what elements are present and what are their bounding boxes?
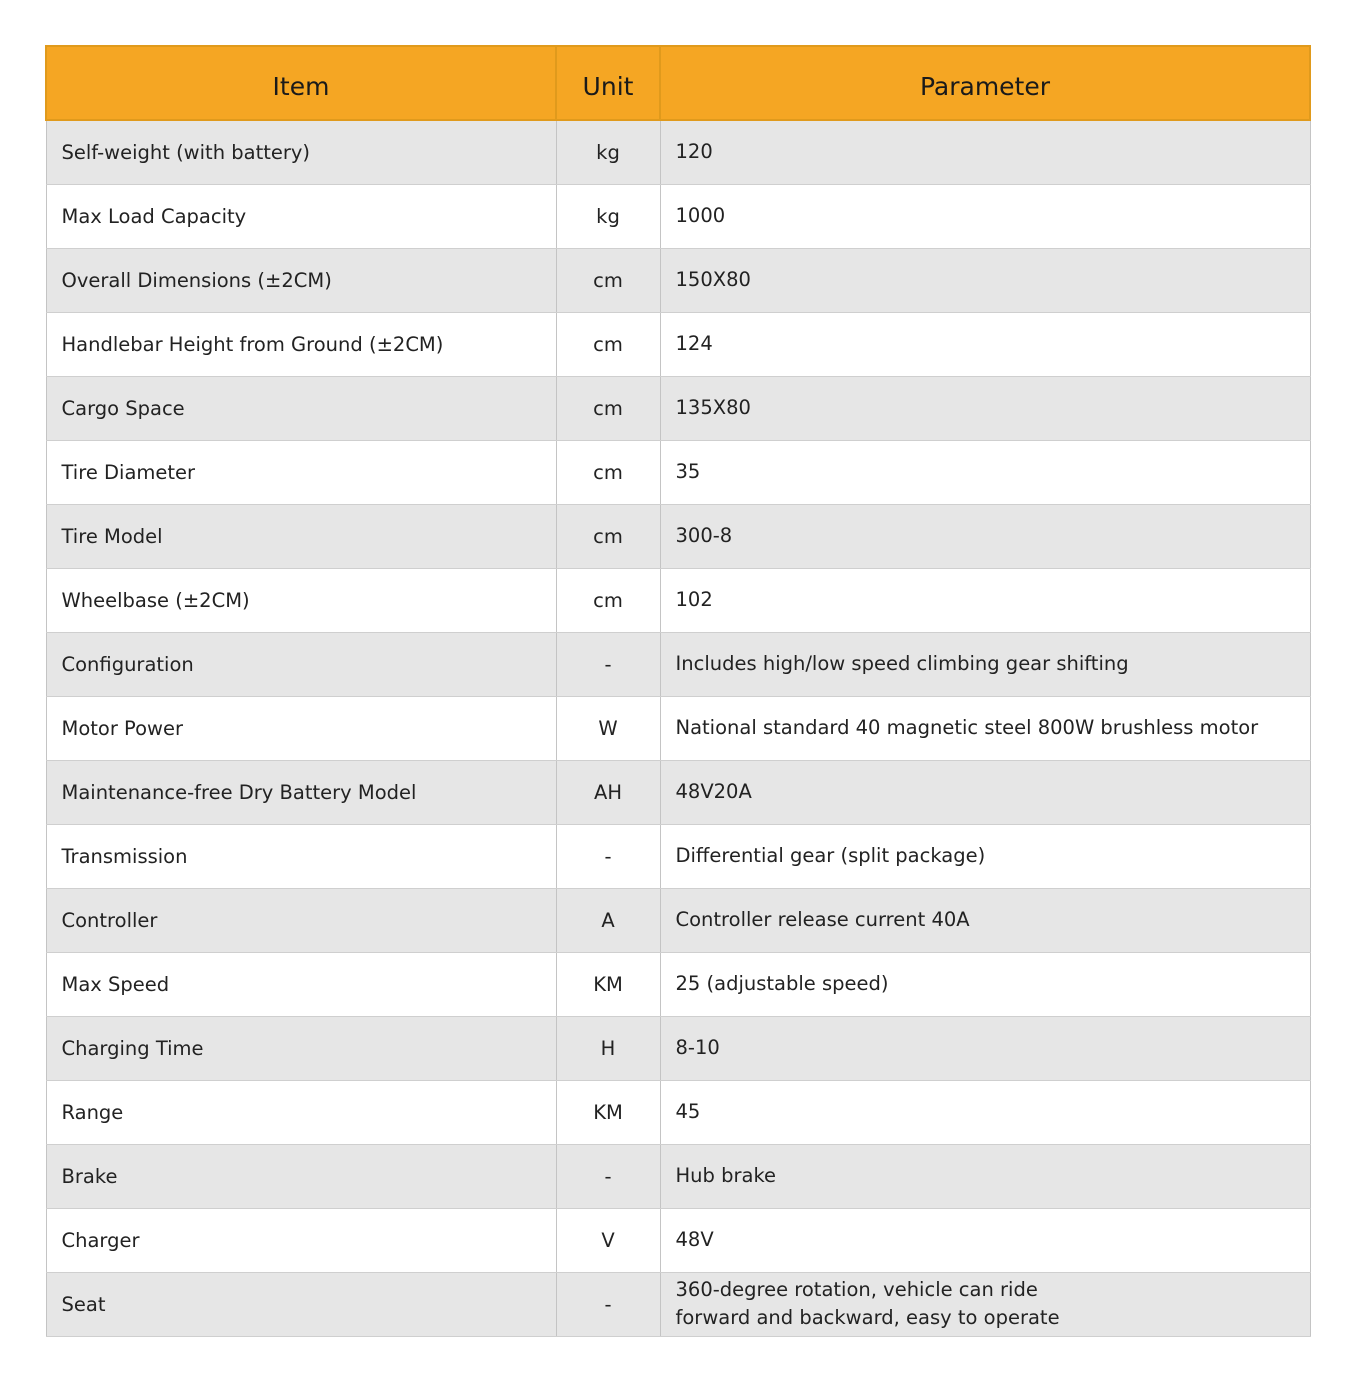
cell-item: Handlebar Height from Ground (±2CM)	[46, 312, 556, 376]
cell-parameter	[660, 312, 1310, 376]
cell-parameter	[660, 760, 1310, 824]
parameter-line: 124	[675, 332, 713, 355]
parameter-line: 120	[675, 140, 713, 164]
parameter-line: forward and backward, easy to operate	[675, 1306, 1060, 1329]
table-row	[46, 1208, 1310, 1272]
cell-parameter	[660, 952, 1310, 1016]
parameter-line: 25 (adjustable speed)	[675, 972, 889, 995]
table-row	[46, 1080, 1310, 1144]
cell-item: Range	[46, 1080, 556, 1144]
table-body	[46, 120, 1310, 1336]
cell-parameter	[660, 376, 1310, 440]
cell-unit: cm	[556, 312, 660, 376]
cell-item: Controller	[46, 888, 556, 952]
table-row	[46, 1272, 1310, 1336]
cell-parameter	[660, 248, 1310, 312]
parameter-line: 135X80	[675, 396, 751, 419]
parameter-line: 102	[675, 588, 713, 611]
cell-parameter	[660, 1080, 1310, 1144]
cell-unit: -	[556, 1272, 660, 1336]
table-row	[46, 248, 1310, 312]
cell-item: Charging Time	[46, 1016, 556, 1080]
cell-parameter	[660, 1272, 1310, 1336]
parameter-line: 35	[675, 460, 701, 483]
table-row	[46, 504, 1310, 568]
cell-item: Cargo Space	[46, 376, 556, 440]
cell-item: Seat	[46, 1272, 556, 1336]
table-row	[46, 1144, 1310, 1208]
cell-item: Overall Dimensions (±2CM)	[46, 248, 556, 312]
cell-parameter	[660, 824, 1310, 888]
table-row	[46, 888, 1310, 952]
table-row	[46, 440, 1310, 504]
cell-parameter	[660, 888, 1310, 952]
cell-unit: W	[556, 696, 660, 760]
table-row	[46, 1016, 1310, 1080]
cell-parameter	[660, 184, 1310, 248]
table-row	[46, 760, 1310, 824]
cell-item: Self-weight (with battery)	[46, 120, 556, 184]
parameter-line: Includes high/low speed climbing gear shifting	[675, 652, 1129, 675]
table-row	[46, 120, 1310, 184]
cell-unit: KM	[556, 1080, 660, 1144]
cell-unit: cm	[556, 248, 660, 312]
cell-item: Tire Model	[46, 504, 556, 568]
header-item: Item	[46, 46, 556, 120]
table-header	[46, 46, 1310, 120]
table-row	[46, 824, 1310, 888]
table-row	[46, 184, 1310, 248]
header-row	[46, 46, 1310, 120]
parameter-line: Differential gear (split package)	[675, 844, 986, 867]
cell-item: Maintenance-free Dry Battery Model	[46, 760, 556, 824]
cell-parameter	[660, 1208, 1310, 1272]
cell-unit: -	[556, 632, 660, 696]
table-row	[46, 952, 1310, 1016]
table-row	[46, 312, 1310, 376]
parameter-line: National standard 40 magnetic steel 800W brushless motor	[675, 716, 1259, 739]
cell-item: Max Speed	[46, 952, 556, 1016]
cell-parameter	[660, 632, 1310, 696]
table-row	[46, 568, 1310, 632]
cell-parameter	[660, 696, 1310, 760]
parameter-line: 48V20A	[675, 780, 752, 803]
cell-item: Brake	[46, 1144, 556, 1208]
cell-parameter	[660, 120, 1310, 184]
cell-item: Motor Power	[46, 696, 556, 760]
cell-unit: kg	[556, 120, 660, 184]
table-row	[46, 376, 1310, 440]
cell-item: Transmission	[46, 824, 556, 888]
cell-unit: AH	[556, 760, 660, 824]
parameter-line: 45	[675, 1100, 701, 1123]
cell-unit: cm	[556, 376, 660, 440]
cell-unit: H	[556, 1016, 660, 1080]
parameter-line: 1000	[675, 204, 726, 227]
parameter-line: Controller release current 40A	[675, 908, 970, 931]
cell-item: Wheelbase (±2CM)	[46, 568, 556, 632]
cell-unit: cm	[556, 568, 660, 632]
cell-parameter	[660, 1144, 1310, 1208]
cell-unit: -	[556, 824, 660, 888]
cell-unit: kg	[556, 184, 660, 248]
table-row	[46, 696, 1310, 760]
cell-item: Tire Diameter	[46, 440, 556, 504]
parameter-line: 300-8	[675, 524, 733, 547]
cell-parameter	[660, 504, 1310, 568]
parameter-line: Hub brake	[675, 1164, 777, 1187]
cell-parameter	[660, 440, 1310, 504]
header-unit: Unit	[556, 46, 660, 120]
header-parameter: Parameter	[660, 46, 1310, 120]
cell-parameter	[660, 1016, 1310, 1080]
parameter-line: 360-degree rotation, vehicle can ride	[675, 1278, 1038, 1301]
parameter-line: 8-10	[675, 1036, 720, 1059]
cell-unit: V	[556, 1208, 660, 1272]
cell-item: Charger	[46, 1208, 556, 1272]
cell-item: Max Load Capacity	[46, 184, 556, 248]
spec-table	[45, 45, 1311, 1337]
cell-unit: -	[556, 1144, 660, 1208]
cell-unit: cm	[556, 504, 660, 568]
cell-parameter	[660, 568, 1310, 632]
cell-unit: KM	[556, 952, 660, 1016]
cell-unit: cm	[556, 440, 660, 504]
cell-item: Configuration	[46, 632, 556, 696]
parameter-line: 150X80	[675, 268, 751, 291]
cell-unit: A	[556, 888, 660, 952]
table-row	[46, 632, 1310, 696]
parameter-line: 48V	[675, 1228, 714, 1251]
